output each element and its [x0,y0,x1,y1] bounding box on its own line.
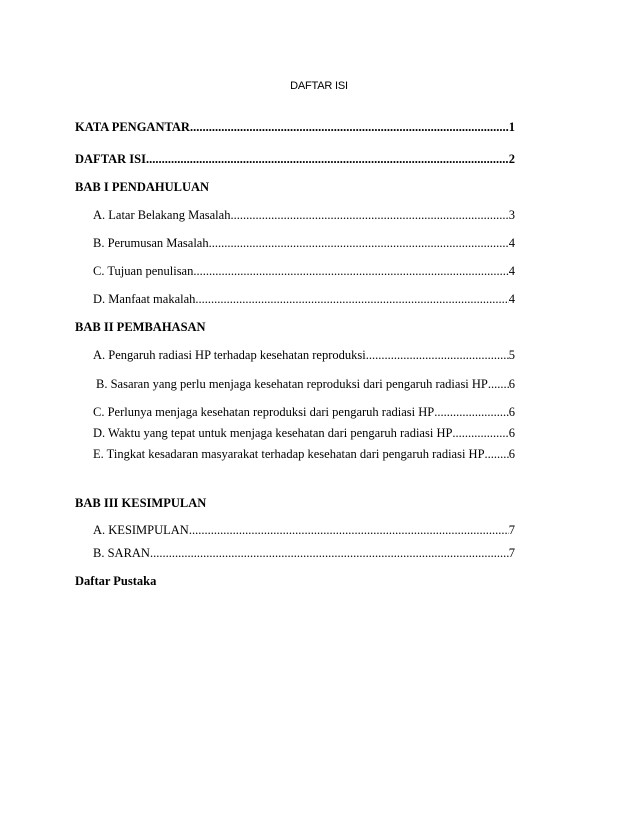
toc-entry-label: E. Tingkat kesadaran masyarakat terhadap kesehatan dari pengaruh radiasi HP [93,447,485,461]
dot-leader [488,377,509,392]
toc-entry-kata-pengantar[interactable] [75,120,515,138]
toc-entry-label: C. Tujuan penulisan [93,264,194,278]
toc-page-number: 6 [508,426,515,440]
toc-entry-label: KATA PENGANTAR [75,120,190,134]
toc-entry[interactable] [93,523,515,541]
toc-entry[interactable] [96,377,515,395]
toc-page-number: 6 [508,405,515,419]
toc-entry-daftar-isi[interactable] [75,152,515,170]
toc-entry-label: A. Pengaruh radiasi HP terhadap kesehatan reproduksi [93,348,366,362]
toc-entry-label: DAFTAR ISI [75,152,146,166]
toc-entry[interactable] [93,447,515,465]
references-heading[interactable]: Daftar Pustaka [75,574,157,588]
toc-entry[interactable] [93,546,515,564]
dot-leader [434,405,509,420]
toc-entry-label: C. Perlunya menjaga kesehatan reproduksi dari pengaruh radiasi HP [93,405,435,419]
toc-entry[interactable] [93,348,515,366]
toc-page-number: 4 [508,292,515,306]
toc-page-number: 6 [508,447,515,461]
dot-leader [366,348,509,363]
toc-page-number: 2 [508,152,515,166]
toc-entry[interactable] [93,264,515,282]
toc-entry-label: B. SARAN [93,546,150,560]
toc-entry-label: D. Manfaat makalah [93,292,196,306]
toc-page-number: 3 [508,208,515,222]
dot-leader [193,264,508,279]
toc-page-number: 1 [508,120,515,134]
dot-leader [452,426,508,441]
toc-entry-label: A. KESIMPULAN [93,523,189,537]
toc-entry-label: D. Waktu yang tepat untuk menjaga kesehatan dari pengaruh radiasi HP [93,426,453,440]
toc-page-number: 7 [508,546,515,560]
toc-page-number: 5 [508,348,515,362]
page-title: DAFTAR ISI [290,80,348,92]
toc-entry[interactable] [93,405,515,423]
dot-leader [189,523,509,538]
toc-entry[interactable] [93,208,515,226]
dot-leader [146,152,509,167]
dot-leader [209,236,509,251]
dot-leader [150,546,509,561]
toc-entry-label: A. Latar Belakang Masalah [93,208,231,222]
chapter-heading-bab-3[interactable]: BAB III KESIMPULAN [75,496,207,510]
toc-page-number: 7 [508,523,515,537]
chapter-heading-bab-2[interactable]: BAB II PEMBAHASAN [75,320,206,334]
toc-entry[interactable] [93,236,515,254]
chapter-heading-bab-1[interactable]: BAB I PENDAHULUAN [75,180,210,194]
toc-entry-label: B. Sasaran yang perlu menjaga kesehatan reproduksi dari pengaruh radiasi HP [96,377,488,391]
toc-entry[interactable] [93,426,515,444]
toc-entry-label: B. Perumusan Masalah [93,236,209,250]
toc-page-number: 4 [508,264,515,278]
dot-leader [485,447,509,462]
dot-leader [195,292,508,307]
toc-page-number: 6 [508,377,515,391]
toc-entry[interactable] [93,292,515,310]
toc-page-number: 4 [508,236,515,250]
dot-leader [190,120,509,135]
dot-leader [230,208,508,223]
